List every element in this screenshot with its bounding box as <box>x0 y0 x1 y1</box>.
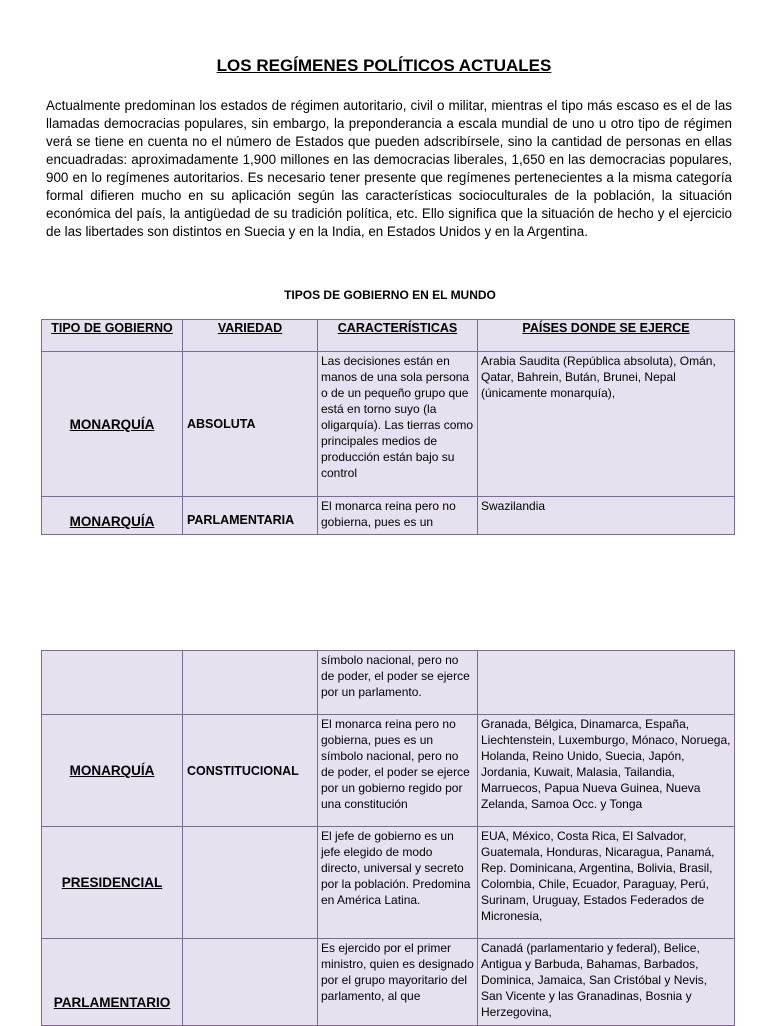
government-table-part2 <box>41 650 735 1026</box>
cell-caracteristicas: El monarca reina pero no gobierna, pues es un símbolo nacional, pero no de poder, el poder se ejerce por un gobierno regido por una constitución <box>318 715 478 827</box>
table-row <box>42 715 735 827</box>
cell-tipo: PRESIDENCIAL <box>42 827 183 939</box>
header-paises: PAÍSES DONDE SE EJERCE <box>478 320 735 352</box>
header-tipo: TIPO DE GOBIERNO <box>42 320 183 352</box>
cell-tipo <box>42 651 183 715</box>
government-table-part1 <box>41 319 735 535</box>
cell-tipo: MONARQUÍA <box>42 352 183 497</box>
table-row <box>42 352 735 497</box>
cell-variedad <box>183 651 318 715</box>
cell-paises-text: Canadá (parlamentario y federal), Belice, Antigua y Barbuda, Bahamas, Barbados, Dominica, Jamaica, San Cristóbal y Nevis, San Vicente y las Granadinas, Bosnia y Herzegovina, <box>481 941 708 1019</box>
cell-variedad <box>183 827 318 939</box>
cell-variedad <box>183 939 318 1026</box>
cell-caracteristicas: El monarca reina pero no gobierna, pues es un <box>318 497 478 535</box>
document-title: LOS REGÍMENES POLÍTICOS ACTUALES <box>216 56 552 75</box>
table-row <box>42 651 735 715</box>
table-title: TIPOS DE GOBIERNO EN EL MUNDO <box>284 288 496 302</box>
cell-caracteristicas-text: Es ejercido por el primer ministro, quien es designado por el grupo mayoritario del parlamento, al que <box>321 941 474 1003</box>
table-header-row <box>42 320 735 352</box>
table-row <box>42 827 735 939</box>
cell-variedad: CONSTITUCIONAL <box>183 715 318 827</box>
header-caracteristicas: CARACTERÍSTICAS <box>318 320 478 352</box>
cell-paises: Swazilandia <box>478 497 735 535</box>
cell-paises: Granada, Bélgica, Dinamarca, España, Liechtenstein, Luxemburgo, Mónaco, Noruega, Holanda, Reino Unido, Suecia, Japón, Jordania, Kuwait, Malasia, Tailandia, Marruecos, Papua Nueva Guinea, Nueva Zelanda, Samoa Occ. y Tonga <box>478 715 735 827</box>
intro-paragraph: Actualmente predominan los estados de régimen autoritario, civil o militar, mientras el tipo más escaso es el de las llamadas democracias populares, sin embargo, la preponderancia a escala mundial de uno u otro tipo de régimen verá se tiene en cuenta no el número de Estados que pueden adscribírsele, sino la cantidad de personas en ellas encuadradas: aproximadamente 1,900 millones en las democracias liberales, 1,650 en las democracias populares, 900 en lo regímenes autoritarios. Es necesario tener presente que regímenes pertenecientes a la misma categoría formal difieren mucho en su aplicación según las características socioculturales de la población, la situación económica del país, la antigüedad de su tradición política, etc. Ello significa que la situación de hecho y el ejercicio de las libertades son distintos en Suecia y en la India, en Estados Unidos y en la Argentina. <box>46 98 732 239</box>
cell-variedad: ABSOLUTA <box>183 352 318 497</box>
cell-tipo <box>42 939 183 1026</box>
table-row <box>42 497 735 535</box>
header-variedad: VARIEDAD <box>183 320 318 352</box>
cell-paises <box>478 651 735 715</box>
cell-paises: Arabia Saudita (República absoluta), Omán, Qatar, Bahrein, Bután, Brunei, Nepal (únicamente monarquía), <box>478 352 735 497</box>
cell-tipo-text: MONARQUÍA <box>69 514 155 529</box>
cell-tipo <box>42 497 183 535</box>
cell-tipo-text: PARLAMENTARIO <box>53 995 171 1010</box>
cell-variedad: PARLAMENTARIA <box>183 497 318 535</box>
cell-caracteristicas: símbolo nacional, pero no de poder, el poder se ejerce por un parlamento. <box>318 651 478 715</box>
cell-paises: EUA, México, Costa Rica, El Salvador, Guatemala, Honduras, Nicaragua, Panamá, Rep. Dominicana, Argentina, Bolivia, Brasil, Colombia, Chile, Ecuador, Paraguay, Perú, Surinam, Uruguay, Estados Federados de Micronesia, <box>478 827 735 939</box>
cell-tipo: MONARQUÍA <box>42 715 183 827</box>
cell-paises <box>478 939 735 1026</box>
table-row <box>42 939 735 1026</box>
cell-caracteristicas: El jefe de gobierno es un jefe elegido de modo directo, universal y secreto por la población. Predomina en América Latina. <box>318 827 478 939</box>
cell-caracteristicas <box>318 939 478 1026</box>
cell-caracteristicas: Las decisiones están en manos de una sola persona o de un pequeño grupo que está en torno suyo (la oligarquía). Las tierras como principales medios de producción están bajo su control <box>318 352 478 497</box>
